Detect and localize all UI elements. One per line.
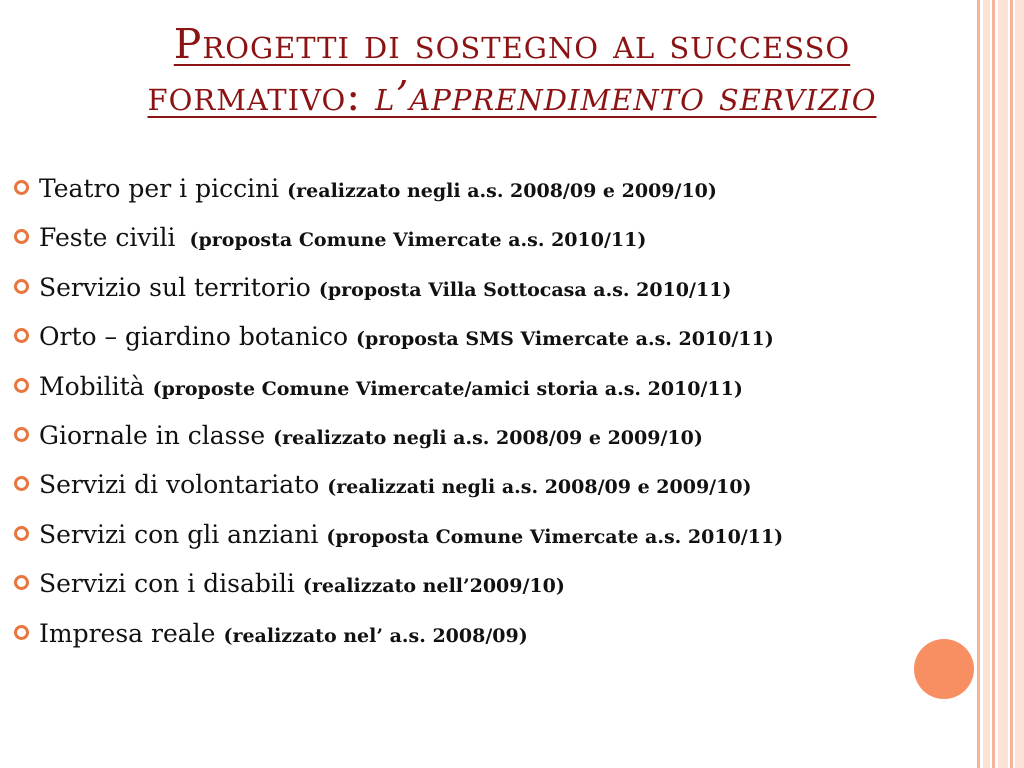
- bullet-icon: [14, 476, 29, 491]
- bullet-icon: [14, 378, 29, 393]
- item-title: Servizio sul territorio: [39, 272, 311, 302]
- project-list: [14, 174, 783, 668]
- item-title: Impresa reale: [39, 618, 216, 648]
- item-title: Servizi con i disabili: [39, 569, 295, 599]
- item-note: (realizzato nell’2009/10): [302, 575, 565, 598]
- item-title: Servizi con gli anziani: [39, 519, 319, 549]
- title-line-1-text: Progetti di sostegno al successo: [173, 20, 851, 68]
- bullet-icon: [14, 279, 29, 294]
- item-note: (proposta Villa Sottocasa a.s. 2010/11): [318, 278, 732, 301]
- bullet-icon: [14, 625, 29, 640]
- list-item: [14, 322, 783, 371]
- list-item: [14, 520, 783, 569]
- decor-circle: [914, 639, 974, 699]
- bullet-icon: [14, 328, 29, 343]
- bullet-icon: [14, 180, 29, 195]
- item-title: Giornale in classe: [39, 420, 266, 450]
- slide-title: [0, 18, 1024, 122]
- title-line-2-italic: l’apprendimento servizio: [375, 72, 877, 120]
- bullet-icon: [14, 229, 29, 244]
- item-note: (proposta SMS Vimercate a.s. 2010/11): [356, 328, 774, 351]
- item-note: (realizzato negli a.s. 2008/09 e 2009/10): [273, 426, 703, 449]
- title-line-2: [0, 70, 1024, 122]
- item-note: (realizzato negli a.s. 2008/09 e 2009/10): [287, 180, 717, 202]
- list-item: [14, 223, 783, 272]
- title-line-2-text: [148, 72, 877, 120]
- list-item: [14, 569, 783, 618]
- list-item: [14, 174, 783, 223]
- item-note: (proposta Comune Vimercate a.s. 2010/11): [326, 525, 784, 548]
- item-title: Feste civili: [39, 223, 176, 253]
- title-line-2-prefix: formativo:: [147, 72, 376, 120]
- list-item: [14, 470, 783, 519]
- list-item: [14, 619, 783, 668]
- bullet-icon: [14, 526, 29, 541]
- bullet-icon: [14, 575, 29, 590]
- item-title: Mobilità: [39, 371, 145, 401]
- item-note: (proposte Comune Vimercate/amici storia a.s. 2010/11): [152, 377, 743, 400]
- item-title: Servizi di volontariato: [39, 470, 320, 500]
- item-note: (realizzati negli a.s. 2008/09 e 2009/10): [327, 476, 752, 499]
- item-note: (realizzato nel’ a.s. 2008/09): [223, 624, 528, 647]
- list-item: [14, 372, 783, 421]
- bullet-icon: [14, 427, 29, 442]
- item-title: Orto – giardino botanico: [39, 322, 349, 352]
- list-item: [14, 273, 783, 322]
- list-item: [14, 421, 783, 470]
- item-title: Teatro per i piccini: [39, 174, 280, 203]
- title-line-1: [0, 18, 1024, 70]
- item-note: (proposta Comune Vimercate a.s. 2010/11): [189, 229, 647, 252]
